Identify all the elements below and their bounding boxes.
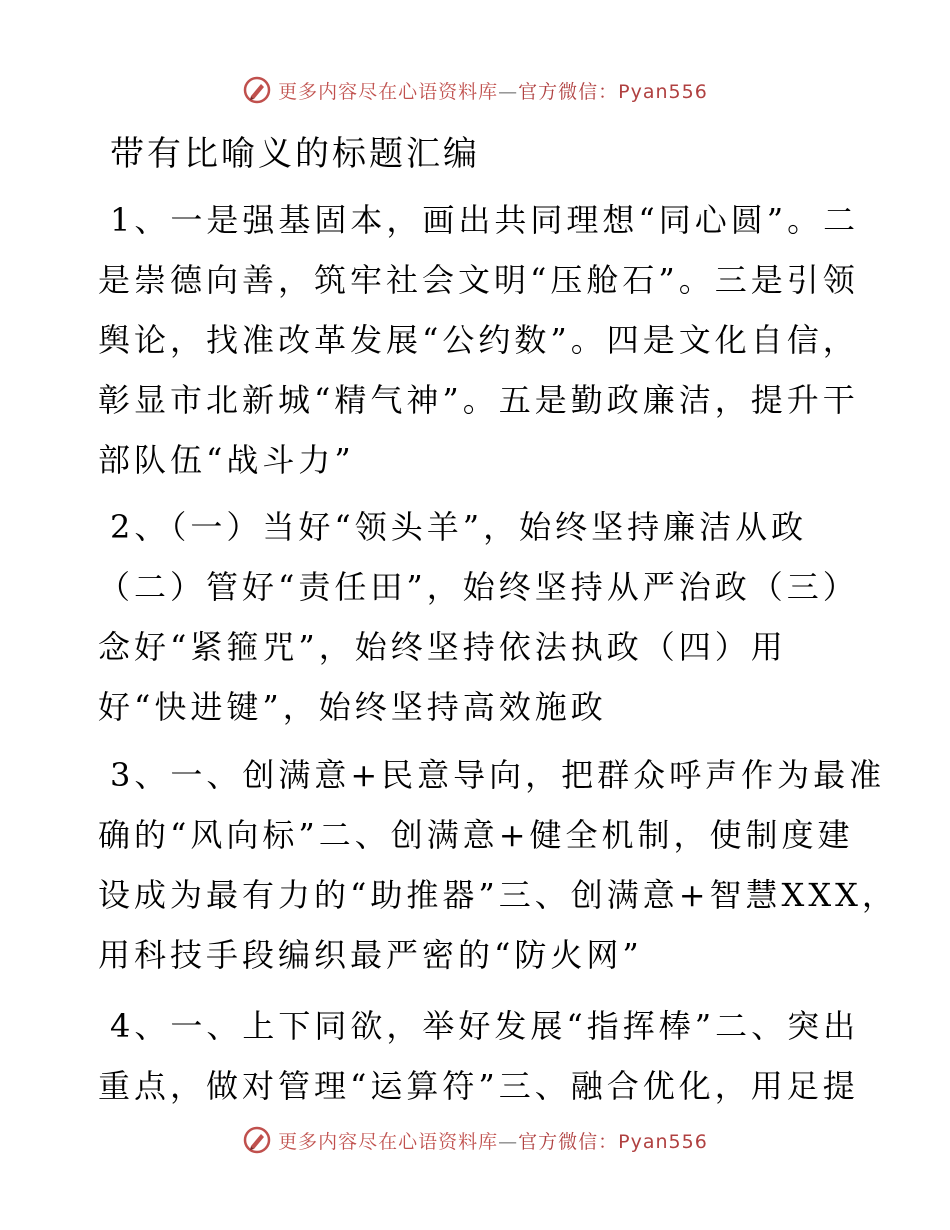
paragraph-line: 好“快进键”，始终坚持高效施政 xyxy=(98,688,607,726)
paragraph-line: 确的“风向标”二、创满意+健全机制，使制度建 xyxy=(98,816,854,854)
paragraph-4 xyxy=(98,996,858,1116)
paragraph-line: 部队伍“战斗力” xyxy=(98,441,355,479)
paragraph-line: （二）管好“责任田”，始终坚持从严治政（三） xyxy=(98,568,859,606)
paragraph-line: 1、一是强基固本，画出共同理想“同心圆”。二 xyxy=(110,201,860,239)
paragraph-1 xyxy=(98,190,858,490)
pen-logo-icon xyxy=(242,1125,272,1155)
paragraph-line: 3、一、创满意+民意导向，把群众呼声作为最准 xyxy=(110,756,886,794)
paragraph-3 xyxy=(98,745,898,985)
paragraph-line: 彰显市北新城“精气神”。五是勤政廉洁，提升干 xyxy=(98,381,859,419)
paragraph-2 xyxy=(98,497,858,737)
paragraph-line: 舆论，找准改革发展“公约数”。四是文化自信， xyxy=(98,321,859,359)
watermark-text: 更多内容尽在心语资料库 xyxy=(278,1130,499,1153)
footer-watermark xyxy=(0,1120,950,1160)
header-watermark xyxy=(0,70,950,110)
paragraph-line: 2、（一）当好“领头羊”，始终坚持廉洁从政 xyxy=(110,508,808,546)
paragraph-line: 4、一、上下同欲，举好发展“指挥棒”二、突出 xyxy=(110,1007,860,1045)
watermark-wechat: 官方微信：Pyan556 xyxy=(518,80,708,103)
paragraph-line: 用科技手段编织最严密的“防火网” xyxy=(98,936,643,974)
document-title: 带有比喻义的标题汇编 xyxy=(110,134,480,174)
watermark-dash: — xyxy=(498,1130,519,1153)
paragraph-line: 重点，做对管理“运算符”三、融合优化，用足提 xyxy=(98,1067,859,1105)
watermark-text: 更多内容尽在心语资料库 xyxy=(278,80,499,103)
watermark-dash: — xyxy=(498,80,519,103)
pen-logo-icon xyxy=(242,75,272,105)
paragraph-line: 是崇德向善，筑牢社会文明“压舱石”。三是引领 xyxy=(98,261,859,299)
paragraph-line: 设成为最有力的“助推器”三、创满意+智慧XXX， xyxy=(98,876,898,914)
watermark-wechat: 官方微信：Pyan556 xyxy=(518,1130,708,1153)
paragraph-line: 念好“紧箍咒”，始终坚持依法执政（四）用 xyxy=(98,628,787,666)
